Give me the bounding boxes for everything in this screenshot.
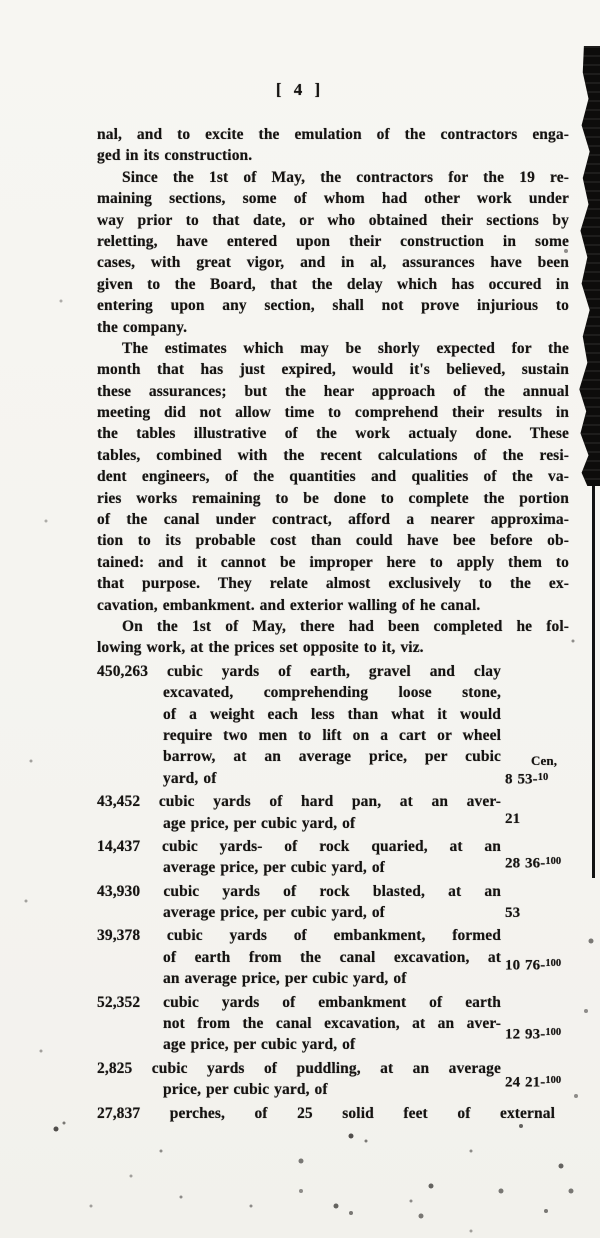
price-column-header: Cen, (531, 752, 558, 768)
work-item (97, 791, 571, 834)
item-line: age price, per cubic yard, of (163, 814, 356, 832)
text-line: dent engineers, of the quantities and qualities of the va- (97, 468, 569, 486)
text-line: given to the Board, that the delay which has occured in (97, 275, 569, 293)
text-line: lowing work, at the prices set opposite to it, viz. (97, 639, 424, 657)
price (505, 1023, 561, 1045)
price-value: 21 (505, 810, 521, 827)
text-line: reletting, have entered upon their construction in some (97, 232, 569, 250)
text-line: tion to its probable cost than could have bee before ob- (97, 532, 569, 550)
text-line: of the canal under contract, afford a nearer approxima- (97, 511, 569, 529)
text-line: that purpose. They relate almost exclusively to the ex- (97, 575, 569, 593)
item-line: 39,378 cubic yards of embankment, formed (97, 927, 501, 945)
paragraph (97, 124, 571, 167)
page-body (97, 124, 571, 1124)
price-value: 12 93-$^{100}$ (505, 1026, 562, 1043)
item-line: average price, per cubic yard, of (163, 859, 385, 877)
price-fraction: 10 (537, 771, 549, 783)
work-item (97, 661, 571, 789)
price-fraction: 100 (545, 958, 562, 970)
item-line: 2,825 cubic yards of puddling, at an average (97, 1059, 501, 1077)
price (505, 753, 557, 790)
text-line: On the 1st of May, there had been completed he fol- (122, 617, 569, 635)
item-line: 27,837 perches, of 25 solid feet of external (97, 1104, 555, 1122)
item-line: excavated, comprehending loose stone, (163, 684, 501, 702)
work-item (97, 992, 571, 1056)
item-line: 14,437 cubic yards- of rock quaried, at an (97, 837, 501, 855)
price-value: 10 76-$^{100}$ (505, 957, 562, 974)
text-line: month that has just expired, would it's believed, sustain (97, 361, 569, 379)
text-line: ries works remaining to be done to complete the portion (97, 489, 569, 507)
text-line: these assurances; but the hear approach of the annual (97, 382, 569, 400)
scan-noise (0, 0, 2, 2)
text-line: nal, and to excite the emulation of the contractors enga- (97, 126, 569, 143)
text-line: ged in its construction. (97, 147, 253, 165)
item-line: barrow, at an average price, per cubic (163, 748, 501, 766)
price (505, 954, 561, 976)
item-line: an average price, per cubic yard, of (163, 970, 407, 988)
work-item (97, 1103, 571, 1124)
item-line: 43,452 cubic yards of hard pan, at an aver- (97, 793, 501, 811)
text-line: way prior to that date, or who obtained their sections by (97, 211, 569, 229)
text-line: the company. (97, 318, 188, 336)
item-line: of earth from the canal excavation, at (163, 948, 501, 966)
text-line: the tables illustrative of the work actualy done. These (97, 425, 569, 443)
price-value: 53 (505, 905, 521, 922)
item-line: 450,263 cubic yards of earth, gravel and clay (97, 662, 501, 680)
price (505, 1071, 561, 1093)
price-fraction: 100 (545, 1027, 562, 1039)
text-line: meeting did not allow time to comprehend their results in (97, 404, 569, 422)
price-value: 28 36-$^{100}$ (505, 855, 562, 872)
text-line: Since the 1st of May, the contractors for the 19 re- (122, 168, 569, 186)
paragraph (97, 167, 571, 338)
text-line: tables, combined with the recent calculations of the resi- (97, 446, 569, 464)
work-list (97, 661, 571, 1124)
work-item (97, 836, 571, 879)
item-line: 52,352 cubic yards of embankment of earth (97, 993, 501, 1011)
price (505, 809, 520, 829)
paragraphs (97, 124, 571, 659)
scan-gutter-line (592, 486, 595, 878)
item-line: average price, per cubic yard, of (163, 904, 385, 922)
text-line: cavation, embankment. and exterior walling of he canal. (97, 596, 481, 614)
item-line: yard, of (163, 769, 217, 787)
scan-gutter-shadow (577, 46, 600, 486)
paragraph (97, 616, 571, 659)
price-value: 8 53-$^{10}$ (505, 771, 549, 788)
item-line: age price, per cubic yard, of (163, 1036, 356, 1054)
price (505, 852, 561, 874)
text-line: cases, with great vigor, and in al, assurances have been (97, 254, 569, 272)
text-line: entering upon any section, shall not prove injurious to (97, 297, 569, 315)
work-item (97, 881, 571, 924)
text-line: The estimates which may be shorly expected for the (122, 339, 569, 357)
price-fraction: 100 (545, 1075, 562, 1087)
work-item (97, 1058, 571, 1101)
item-line: not from the canal excavation, at an aver- (163, 1015, 501, 1033)
text-line: tained: and it cannot be improper here to apply them to (97, 553, 569, 571)
item-line: require two men to lift on a cart or wheel (163, 726, 501, 744)
price (505, 903, 520, 923)
text-line: maining sections, some of whom had other work under (97, 190, 569, 208)
price-fraction: 100 (545, 856, 562, 868)
item-line: of a weight each less than what it would (163, 705, 501, 723)
price-value: 24 21-$^{100}$ (505, 1074, 562, 1091)
item-line: 43,930 cubic yards of rock blasted, at an (97, 882, 501, 900)
paragraph (97, 338, 571, 616)
work-item (97, 925, 571, 989)
page-number: [ 4 ] (275, 80, 325, 99)
item-line: price, per cubic yard, of (163, 1081, 328, 1099)
